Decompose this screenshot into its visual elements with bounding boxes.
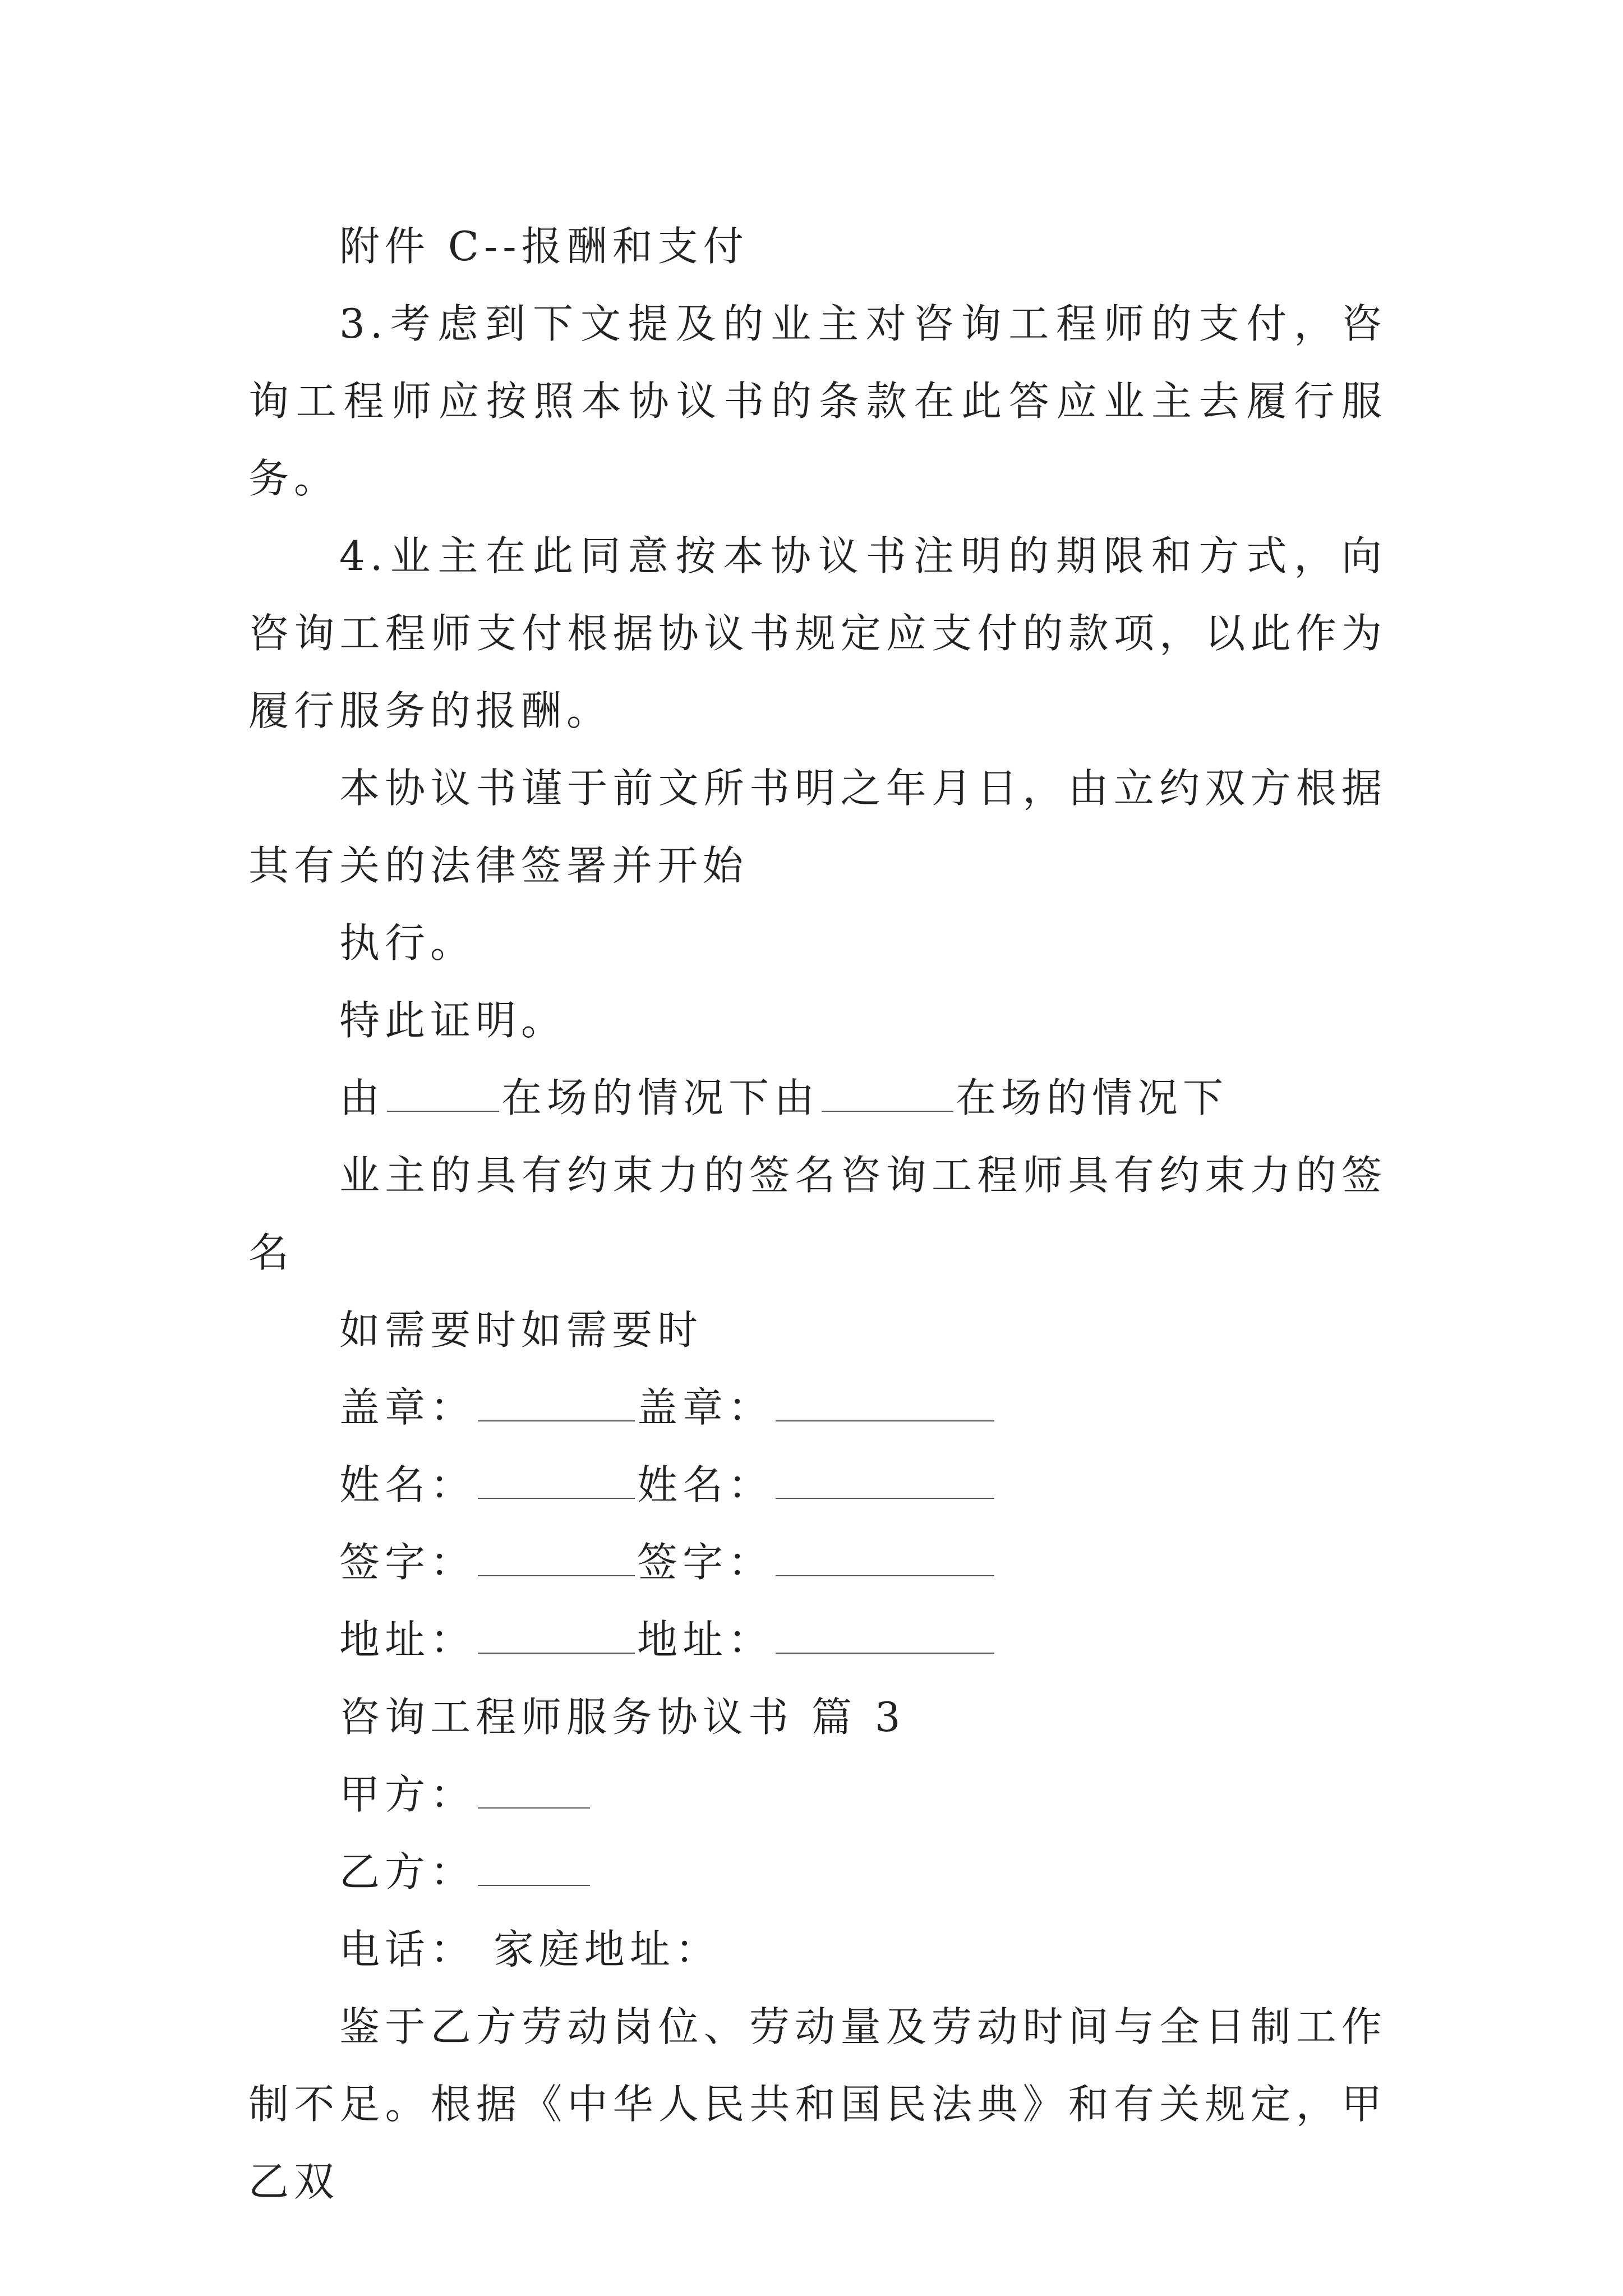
- signing-statement: 本协议书谨于前文所书明之年月日，由立约双方根据其有关的法律签署并开始: [248, 765, 1387, 889]
- document-body: [248, 208, 1387, 2220]
- contact-line: 电话： 家庭地址：: [339, 1926, 721, 1973]
- signature-label-engineer: 签字：: [637, 1539, 774, 1586]
- execution-line: 执行。: [339, 919, 476, 967]
- witness-blank-1: [387, 1070, 499, 1112]
- name-blank-owner: [478, 1457, 635, 1499]
- name-label-owner: 姓名：: [339, 1461, 476, 1508]
- witness-text-3: 在场的情况下: [956, 1074, 1229, 1121]
- witness-text-2: 在场的情况下由: [501, 1074, 820, 1121]
- address-blank-owner: [478, 1612, 635, 1654]
- name-label-engineer: 姓名：: [637, 1461, 774, 1508]
- party-b-label: 乙方：: [339, 1848, 476, 1895]
- field-row-address: [248, 1601, 1387, 1678]
- preamble-paragraph: 鉴于乙方劳动岗位、劳动量及劳动时间与全日制工作制不足。根据《中华人民共和国民法典》和有关规定，甲乙双: [248, 2003, 1387, 2205]
- party-b-blank: [478, 1844, 590, 1886]
- witness-line: [248, 1059, 1387, 1137]
- field-row-seal: [248, 1369, 1387, 1446]
- seal-blank-owner: [478, 1380, 635, 1421]
- certification-line: 特此证明。: [339, 997, 567, 1044]
- witness-text-1: 由: [339, 1074, 385, 1121]
- seal-blank-engineer: [776, 1380, 994, 1421]
- party-b-line: [248, 1833, 1387, 1911]
- clause-4: 4.业主在此同意按本协议书注明的期限和方式，向咨询工程师支付根据协议书规定应支付的款项，以此作为履行服务的报酬。: [248, 532, 1387, 734]
- seal-label-engineer: 盖章：: [637, 1384, 774, 1431]
- if-required-line: 如需要时如需要时: [339, 1306, 703, 1354]
- field-row-signature: [248, 1524, 1387, 1601]
- address-blank-engineer: [776, 1612, 994, 1654]
- field-row-name: [248, 1446, 1387, 1524]
- witness-blank-2: [822, 1070, 953, 1112]
- address-label-engineer: 地址：: [637, 1616, 774, 1663]
- party-a-label: 甲方：: [339, 1771, 476, 1818]
- name-blank-engineer: [776, 1457, 994, 1499]
- address-label-owner: 地址：: [339, 1616, 476, 1663]
- party-a-line: [248, 1756, 1387, 1833]
- seal-label-owner: 盖章：: [339, 1384, 476, 1431]
- signature-label-owner: 签字：: [339, 1539, 476, 1586]
- clause-3: 3.考虑到下文提及的业主对咨询工程师的支付，咨询工程师应按照本协议书的条款在此答应业主去履行服务。: [248, 300, 1387, 502]
- attachment-heading: 附件 C--报酬和支付: [339, 223, 749, 270]
- party-a-blank: [478, 1767, 590, 1809]
- signature-blank-engineer: [776, 1535, 994, 1576]
- binding-signature-line: 业主的具有约束力的签名咨询工程师具有约束力的签名: [248, 1152, 1387, 1276]
- section-title: 咨询工程师服务协议书 篇 3: [339, 1694, 906, 1741]
- signature-blank-owner: [478, 1535, 635, 1576]
